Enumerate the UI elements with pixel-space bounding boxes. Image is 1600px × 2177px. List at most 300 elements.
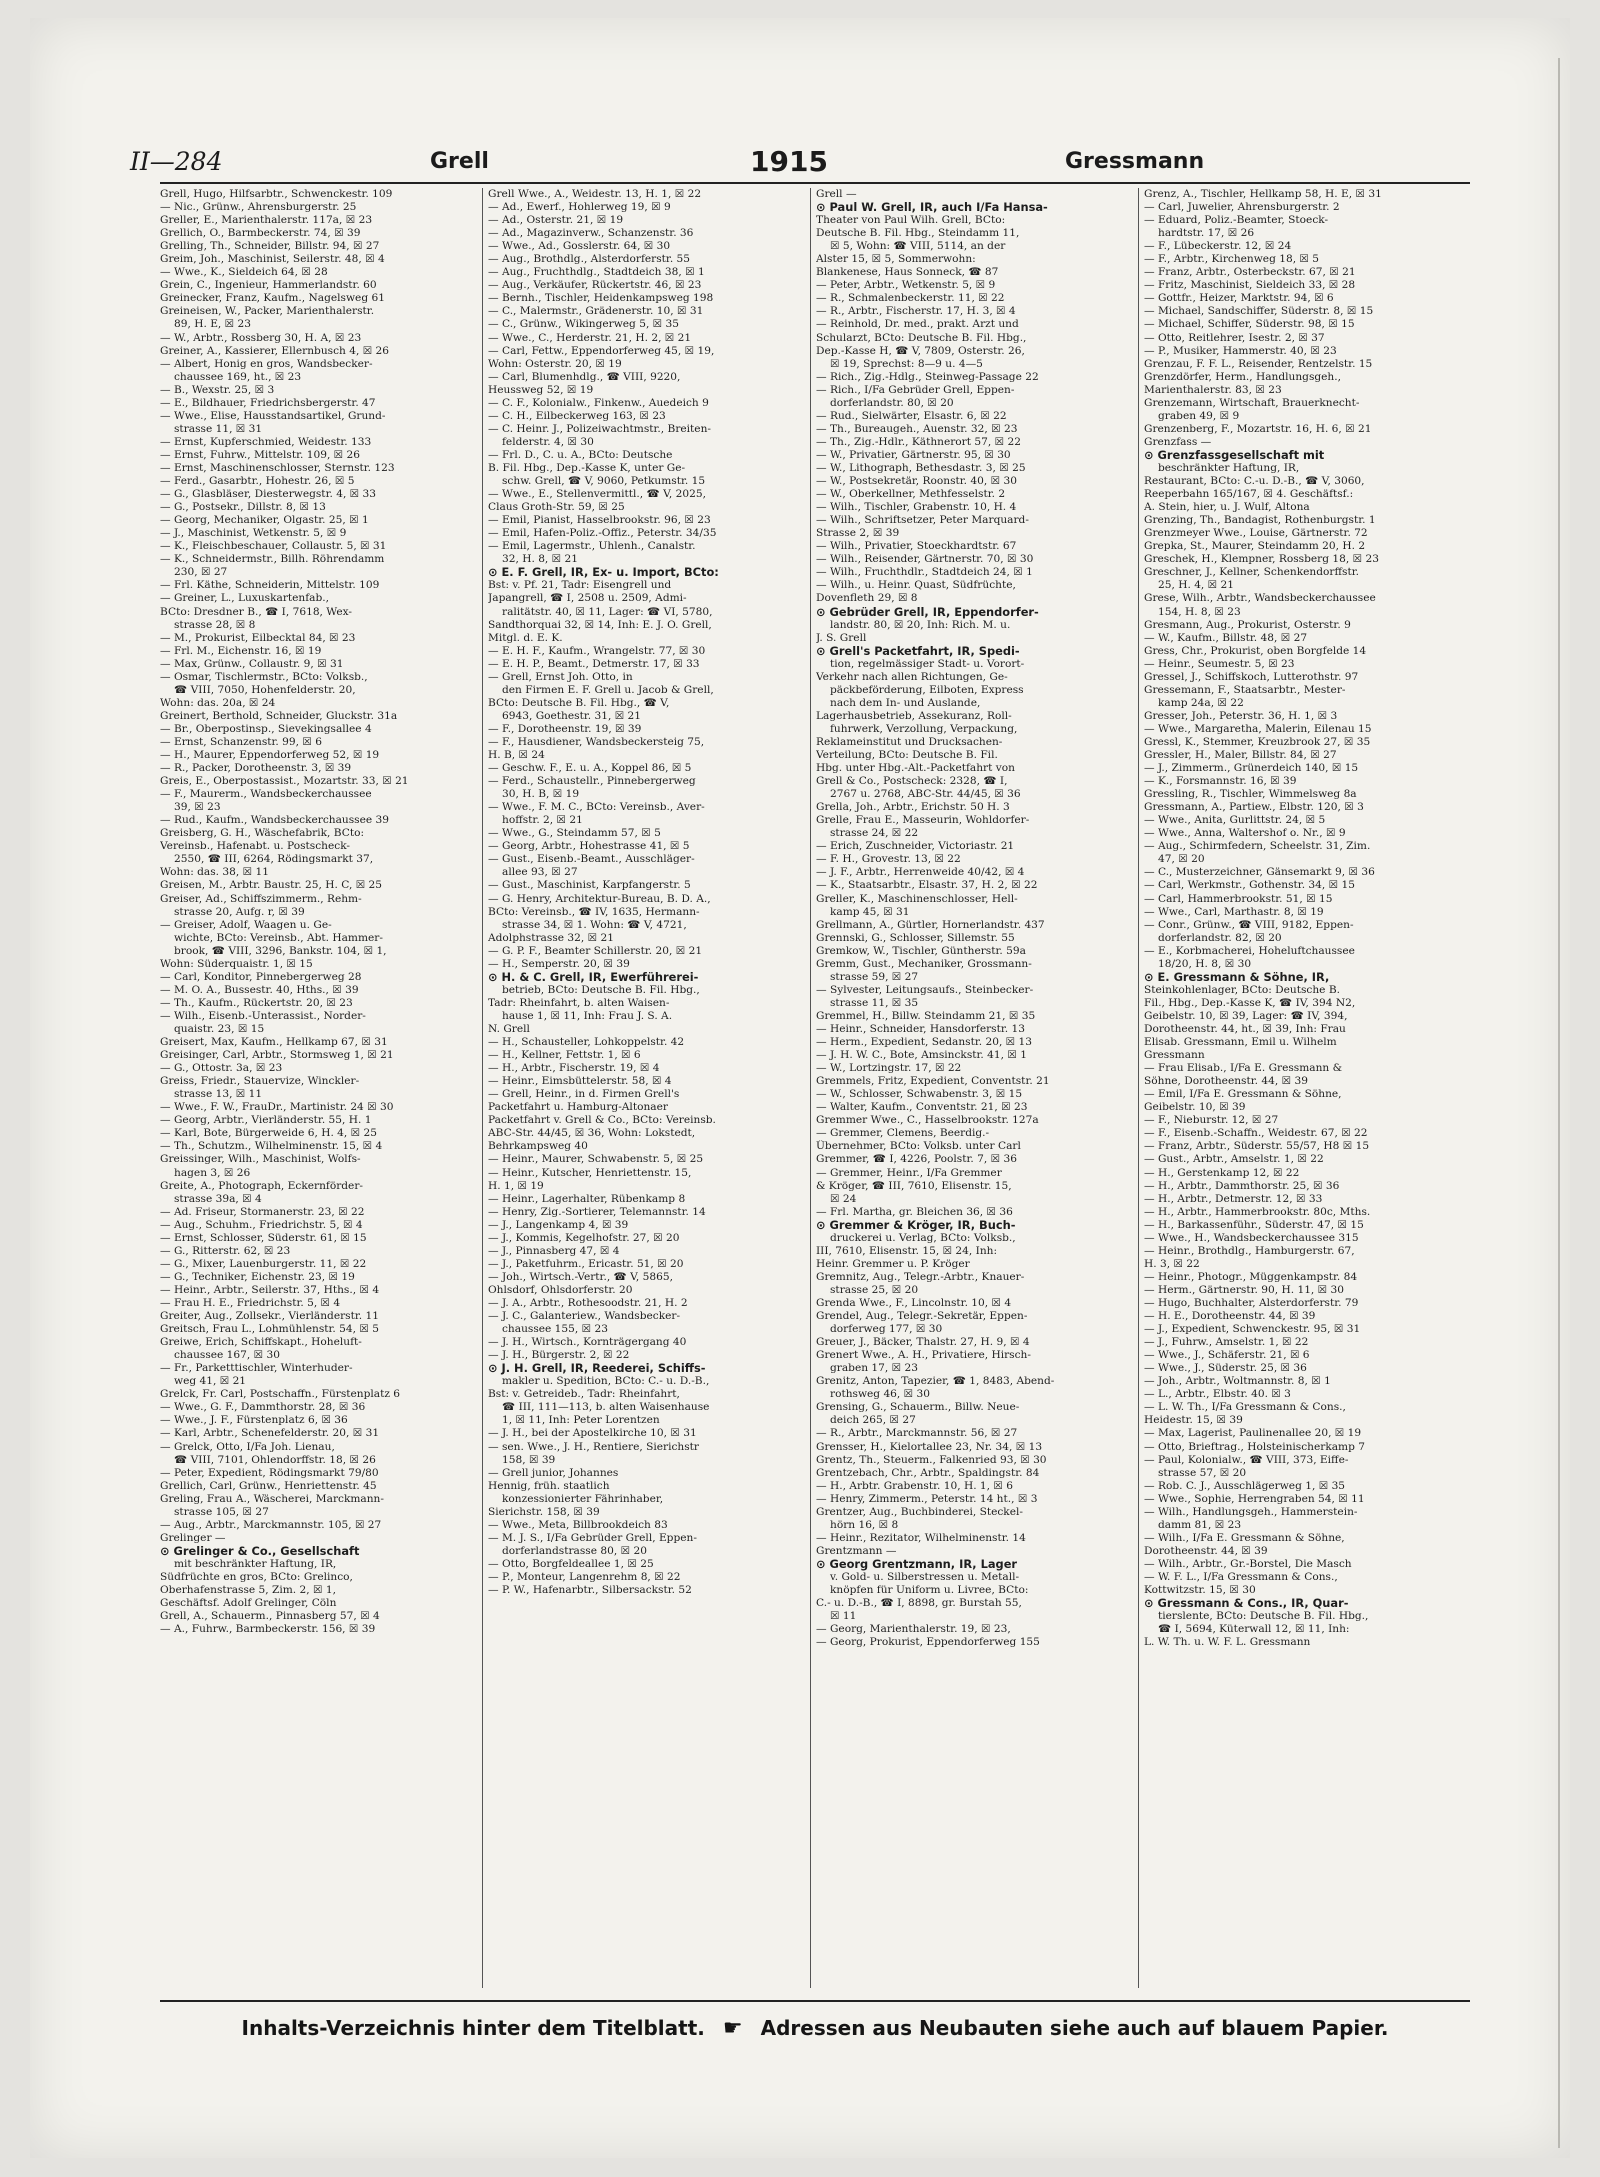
directory-entry: — Rud., Sielwärter, Elsastr. 6, ☒ 22: [816, 409, 1007, 422]
directory-entry: Grentzer, Aug., Buchbinderei, Steckel-: [816, 1505, 1023, 1518]
directory-entry: & Kröger, ☎ III, 7610, Elisenstr. 15,: [816, 1179, 1012, 1192]
directory-entry: — Rich., Zig.-Hdlg., Steinweg-Passage 22: [816, 370, 1039, 383]
directory-entry: — Greiner, L., Luxuskartenfab.,: [160, 592, 330, 605]
directory-entry: — Wilh., Fruchthdlr., Stadtdeich 24, ☒ 1: [816, 566, 1033, 579]
directory-entry: 32, H. 8, ☒ 21: [502, 553, 579, 566]
directory-entry: — Wwe., Anita, Gurlittstr. 24, ☒ 5: [1144, 814, 1326, 827]
directory-entry: — Aug., Fruchthdlg., Stadtdeich 38, ☒ 1: [488, 266, 705, 279]
directory-entry: — Peter, Expedient, Rödingsmarkt 79/80: [160, 1466, 379, 1479]
directory-entry: — Max, Grünw., Collaustr. 9, ☒ 31: [160, 657, 344, 670]
directory-entry: — J. H. W. C., Bote, Amsinckstr. 41, ☒ 1: [816, 1049, 1027, 1062]
directory-entry: Gremm, Gust., Mechaniker, Grossmann-: [816, 957, 1032, 970]
directory-entry: Grese, Wilh., Arbtr., Wandsbeckerchaussee: [1144, 592, 1376, 605]
directory-entry: strasse 57, ☒ 20: [1158, 1466, 1247, 1479]
directory-entry: — E. H. F., Kaufm., Wrangelstr. 77, ☒ 30: [488, 644, 706, 657]
directory-entry: Greinert, Berthold, Schneider, Gluckstr. 31a: [160, 709, 398, 722]
directory-entry: Japangrell, ☎ I, 2508 u. 2509, Admi-: [488, 592, 687, 605]
directory-entry: — W., Schlosser, Schwabenstr. 3, ☒ 15: [816, 1088, 1023, 1101]
directory-entry: — Wwe., Anna, Waltershof o. Nr., ☒ 9: [1144, 827, 1346, 840]
directory-entry: Greschner, J., Kellner, Schenkendorffstr.: [1144, 566, 1359, 579]
directory-entry: — C. H., Eilbeckerweg 163, ☒ 23: [488, 409, 666, 422]
directory-entry: — Georg, Mechaniker, Olgastr. 25, ☒ 1: [160, 514, 369, 527]
directory-entry: — J., Fuhrw., Amselstr. 1, ☒ 22: [1144, 1336, 1309, 1349]
directory-entry: Verkehr nach allen Richtungen, Ge-: [816, 670, 1008, 683]
directory-entry: — Carl, Fettw., Eppendorferweg 45, ☒ 19,: [488, 344, 715, 357]
directory-entry: — Rich., I/Fa Gebrüder Grell, Eppen-: [816, 383, 1015, 396]
directory-entry: — Karl, Arbtr., Schenefelderstr. 20, ☒ 31: [160, 1427, 380, 1440]
directory-entry: — Fr., Parketttischler, Winterhuder-: [160, 1362, 353, 1375]
directory-entry: ☒ 5, Wohn: ☎ VIII, 5114, an der: [830, 240, 1006, 253]
directory-entry: Grell —: [816, 188, 857, 200]
directory-entry: — Heinr., Arbtr., Seilerstr. 37, Hths., ☒ 4: [160, 1283, 380, 1296]
directory-entry: — J., Kommis, Kegelhofstr. 27, ☒ 20: [488, 1231, 680, 1244]
directory-entry: ⊙ E. F. Grell, IR, Ex- u. Import, BCto:: [488, 566, 719, 580]
directory-entry: Grell Wwe., A., Weidestr. 13, H. 1, ☒ 22: [488, 188, 702, 200]
directory-entry: Greller, K., Maschinenschlosser, Hell-: [816, 892, 1018, 905]
directory-entry: — J., Pinnasberg 47, ☒ 4: [488, 1244, 620, 1257]
directory-entry: — Walter, Kaufm., Conventstr. 21, ☒ 23: [816, 1101, 1028, 1114]
directory-entry: strasse 13, ☒ 11: [174, 1088, 263, 1101]
directory-entry: Greisinger, Carl, Arbtr., Stormsweg 1, ☒ 21: [160, 1049, 394, 1062]
directory-entry: Wohn: Süderquaistr. 1, ☒ 15: [160, 957, 313, 970]
directory-entry: — H., Semperstr. 20, ☒ 39: [488, 957, 630, 970]
directory-entry: weg 41, ☒ 21: [174, 1375, 247, 1388]
directory-entry: — Joh., Wirtsch.-Vertr., ☎ V, 5865,: [488, 1270, 673, 1283]
directory-entry: — Ernst, Kupferschmied, Weidestr. 133: [160, 435, 372, 448]
directory-entry: — J. H., Bürgerstr. 2, ☒ 22: [488, 1349, 630, 1362]
directory-entry: dorferlandstr. 80, ☒ 20: [830, 396, 954, 409]
directory-entry: — C., Malermstr., Grädenerstr. 10, ☒ 31: [488, 305, 704, 318]
directory-entry: Greiser, Ad., Schiffszimmerm., Rehm-: [160, 892, 362, 905]
directory-entry: Grenzmeyer Wwe., Louise, Gärtnerstr. 72: [1144, 527, 1368, 540]
directory-entry: — G., Glasbläser, Diesterwegstr. 4, ☒ 33: [160, 488, 377, 501]
directory-entry: — Ad., Osterstr. 21, ☒ 19: [488, 214, 624, 227]
directory-entry: ⊙ Gressmann & Cons., IR, Quar-: [1144, 1597, 1349, 1611]
directory-entry: Tadr: Rheinfahrt, b. alten Waisen-: [488, 996, 670, 1009]
directory-entry: — Reinhold, Dr. med., prakt. Arzt und: [816, 318, 1019, 331]
directory-entry: makler u. Spedition, BCto: C.- u. D.-B.,: [502, 1375, 710, 1388]
directory-entry: fuhrwerk, Verzollung, Verpackung,: [830, 722, 1018, 735]
directory-entry: chaussee 155, ☒ 23: [502, 1323, 608, 1336]
directory-entry: — Grell junior, Johannes: [488, 1466, 619, 1479]
directory-entry: — Frl. M., Eichenstr. 16, ☒ 19: [160, 644, 322, 657]
directory-entry: — Gust., Eisenb.-Beamt., Ausschläger-: [488, 853, 695, 866]
directory-entry: — Heinr., Brothdlg., Hamburgerstr. 67,: [1144, 1244, 1355, 1257]
directory-entry: ☎ I, 5694, Küterwall 12, ☒ 11, Inh:: [1158, 1623, 1350, 1636]
column-1: [160, 188, 478, 1988]
directory-entry: — Carl, Konditor, Pinnebergerweg 28: [160, 970, 362, 983]
directory-entry: ⊙ Grell's Packetfahrt, IR, Spedi-: [816, 644, 1020, 658]
year-heading: 1915: [750, 144, 828, 178]
directory-entry: Grenzdörfer, Herm., Handlungsgeh.,: [1144, 370, 1341, 383]
directory-entry: — G., Ottostr. 3a, ☒ 23: [160, 1062, 283, 1075]
directory-entry: — Gremmer, Heinr., I/Fa Gremmer: [816, 1166, 1002, 1179]
directory-entry: ⊙ E. Gressmann & Söhne, IR,: [1144, 970, 1330, 984]
directory-entry: deich 265, ☒ 27: [830, 1414, 916, 1427]
directory-entry: — Wilh., Schriftsetzer, Peter Marquard-: [816, 514, 1029, 527]
directory-entry: — sen. Wwe., J. H., Rentiere, Sierichstr: [488, 1440, 699, 1453]
directory-entry: strasse 25, ☒ 20: [830, 1283, 919, 1296]
directory-entry: — H., Gerstenkamp 12, ☒ 22: [1144, 1166, 1300, 1179]
directory-entry: Greiwe, Erich, Schiffskapt., Hoheluft-: [160, 1336, 362, 1349]
directory-entry: — G., Ritterstr. 62, ☒ 23: [160, 1244, 291, 1257]
directory-entry: BCto: Deutsche B. Fil. Hbg., ☎ V,: [488, 696, 670, 709]
directory-entry: — Grell, Ernst Joh. Otto, in: [488, 670, 633, 683]
directory-entry: — Heinr., Schneider, Hansdorferstr. 13: [816, 1023, 1025, 1035]
directory-entry: Grelinger —: [160, 1531, 226, 1544]
directory-entry: — Georg, Arbtr., Vierländerstr. 55, H. 1: [160, 1114, 372, 1127]
directory-entry: — Wwe., Meta, Billbrookdeich 83: [488, 1518, 668, 1531]
directory-entry: — Grelck, Otto, I/Fa Joh. Lienau,: [160, 1440, 335, 1453]
directory-entry: — F., Eisenb.-Schaffn., Weidestr. 67, ☒ 22: [1144, 1127, 1368, 1140]
directory-entry: — Frau H. E., Friedrichstr. 5, ☒ 4: [160, 1296, 341, 1309]
directory-entry: 154, H. 8, ☒ 23: [1158, 605, 1241, 618]
directory-entry: Grellich, O., Barmbeckerstr. 74, ☒ 39: [160, 227, 361, 240]
directory-entry: — Wilh., Handlungsgeh., Hammerstein-: [1144, 1505, 1358, 1518]
directory-entry: Gressel, J., Schiffskoch, Lutterothstr. 97: [1144, 670, 1359, 683]
directory-entry: — Emil, Hafen-Poliz.-Offiz., Peterstr. 34/35: [488, 527, 717, 540]
directory-entry: Adolphstrasse 32, ☒ 21: [488, 931, 614, 944]
directory-entry: allee 93, ☒ 27: [502, 866, 578, 879]
directory-entry: — Heinr., Seumestr. 5, ☒ 23: [1144, 657, 1295, 670]
directory-entry: dorferlandstrasse 80, ☒ 20: [502, 1544, 647, 1557]
directory-entry: — H., Arbtr., Fischerstr. 19, ☒ 4: [488, 1062, 660, 1075]
directory-entry: — J., Maschinist, Wetkenstr. 5, ☒ 9: [160, 527, 347, 540]
directory-entry: H. 1, ☒ 19: [488, 1179, 544, 1192]
directory-entry: — Albert, Honig en gros, Wandsbecker-: [160, 357, 373, 370]
directory-entry: Grellmann, A., Gürtler, Hornerlandstr. 437: [816, 918, 1045, 931]
directory-entry: — W. F. L., I/Fa Gressmann & Cons.,: [1144, 1570, 1338, 1583]
directory-entry: tierslente, BCto: Deutsche B. Fil. Hbg.,: [1158, 1610, 1369, 1623]
directory-entry: Blankenese, Haus Sonneck, ☎ 87: [816, 266, 999, 279]
directory-entry: — G., Postsekr., Dillstr. 8, ☒ 13: [160, 501, 326, 514]
directory-entry: Alster 15, ☒ 5, Sommerwohn:: [816, 253, 976, 266]
directory-entry: — Wwe., G., Steindamm 57, ☒ 5: [488, 827, 661, 840]
directory-entry: — E., Korbmacherei, Hoheluftchaussee: [1144, 944, 1355, 957]
directory-entry: — E. H. P., Beamt., Detmerstr. 17, ☒ 33: [488, 657, 700, 670]
directory-entry: Reeperbahn 165/167, ☒ 4. Geschäftsf.:: [1144, 488, 1354, 501]
directory-entry: — Fritz, Maschinist, Sieldeich 33, ☒ 28: [1144, 279, 1356, 292]
directory-entry: Greisen, M., Arbtr. Baustr. 25, H. C, ☒ 25: [160, 879, 383, 892]
directory-entry: Deutsche B. Fil. Hbg., Steindamm 11,: [816, 227, 1020, 240]
directory-entry: nach dem In- und Auslande,: [830, 696, 981, 709]
directory-entry: Fil., Hbg., Dep.-Kasse K, ☎ IV, 394 N2,: [1144, 996, 1356, 1009]
directory-entry: ☎ III, 111—113, b. alten Waisenhause: [502, 1401, 710, 1414]
directory-entry: — M. J. S., I/Fa Gebrüder Grell, Eppen-: [488, 1531, 697, 1544]
directory-entry: — Peter, Arbtr., Wetkenstr. 5, ☒ 9: [816, 279, 996, 292]
pointing-hand-icon: ☛: [722, 2015, 743, 2041]
directory-entry: 25, H. 4, ☒ 21: [1158, 579, 1235, 592]
directory-entry: — P., Musiker, Hammerstr. 40, ☒ 23: [1144, 344, 1337, 357]
directory-entry: Greitsch, Frau L., Lohmühlenstr. 54, ☒ 5: [160, 1323, 379, 1336]
directory-entry: Grentz, Th., Steuerm., Falkenried 93, ☒ 30: [816, 1453, 1047, 1466]
directory-entry: Gressl, K., Stemmer, Kreuzbrook 27, ☒ 35: [1144, 735, 1371, 748]
directory-entry: Marienthalerstr. 83, ☒ 23: [1144, 383, 1282, 396]
directory-entry: 158, ☒ 39: [502, 1453, 556, 1466]
directory-entry: Steinkohlenlager, BCto: Deutsche B.: [1144, 983, 1340, 996]
directory-entry: strasse 39a, ☒ 4: [174, 1192, 262, 1205]
directory-columns: [160, 188, 1470, 1998]
directory-entry: schw. Grell, ☎ V, 9060, Petkumstr. 15: [502, 475, 706, 488]
directory-entry: — C. Heinr. J., Polizeiwachtmstr., Breiten-: [488, 422, 711, 435]
directory-entry: B. Fil. Hbg., Dep.-Kasse K, unter Ge-: [488, 461, 686, 474]
directory-entry: Greisberg, G. H., Wäschefabrik, BCto:: [160, 827, 365, 840]
directory-entry: Lagerhausbetrieb, Assekuranz, Roll-: [816, 709, 1012, 722]
directory-entry: — F., Nieburstr. 12, ☒ 27: [1144, 1114, 1279, 1127]
directory-entry: Gresser, Joh., Peterstr. 36, H. 1, ☒ 3: [1144, 709, 1338, 722]
directory-entry: Grenzfass —: [1144, 435, 1212, 448]
directory-entry: — Wwe., K., Sieldeich 64, ☒ 28: [160, 266, 328, 279]
directory-entry: Grenda Wwe., F., Lincolnstr. 10, ☒ 4: [816, 1296, 1012, 1309]
directory-entry: — Wilh., Privatier, Stoeckhardtstr. 67: [816, 540, 1017, 553]
column-2: [488, 188, 806, 1988]
directory-entry: 1, ☒ 11, Inh: Peter Lorentzen: [502, 1414, 660, 1427]
directory-entry: v. Gold- u. Silberstressen u. Metall-: [830, 1570, 1020, 1583]
directory-entry: Greinecker, Franz, Kaufm., Nagelsweg 61: [160, 292, 385, 305]
directory-entry: Schularzt, BCto: Deutsche B. Fil. Hbg.,: [816, 331, 1027, 344]
directory-entry: — Wwe., F. M. C., BCto: Vereinsb., Aver-: [488, 801, 705, 814]
directory-entry: Gresmann, Aug., Prokurist, Osterstr. 9: [1144, 618, 1351, 631]
directory-entry: Grell, Hugo, Hilfsarbtr., Schwenckestr. 109: [160, 188, 393, 200]
directory-entry: — Gremmer, Clemens, Beerdig.-: [816, 1127, 990, 1140]
directory-entry: damm 81, ☒ 23: [1158, 1518, 1242, 1531]
directory-entry: Dorotheenstr. 44, ☒ 39: [1144, 1544, 1268, 1557]
directory-entry: dorferweg 177, ☒ 30: [830, 1323, 943, 1336]
directory-entry: Grein, C., Ingenieur, Hammerlandstr. 60: [160, 279, 377, 292]
directory-entry: Gremkow, W., Tischler, Güntherstr. 59a: [816, 944, 1026, 957]
directory-entry: Grennski, G., Schlosser, Sillemstr. 55: [816, 931, 1015, 944]
directory-entry: strasse 59, ☒ 27: [830, 970, 919, 983]
directory-entry: — Wwe., E., Stellenvermittl., ☎ V, 2025,: [488, 488, 706, 501]
directory-entry: — J. H., Wirtsch., Kornträgergang 40: [488, 1336, 687, 1349]
directory-entry: Heussweg 52, ☒ 19: [488, 383, 594, 396]
directory-entry: Heinr. Gremmer u. P. Kröger: [816, 1257, 970, 1270]
directory-entry: Bst: v. Getreideb., Tadr: Rheinfahrt,: [488, 1388, 680, 1401]
directory-entry: — Wwe., J., Schäferstr. 21, ☒ 6: [1144, 1349, 1310, 1362]
directory-entry: — J., Expedient, Schwenckestr. 95, ☒ 31: [1144, 1323, 1361, 1336]
directory-entry: Wohn: Osterstr. 20, ☒ 19: [488, 357, 622, 370]
directory-entry: — Bernh., Tischler, Heidenkampsweg 198: [488, 292, 714, 305]
directory-entry: graben 49, ☒ 9: [1158, 409, 1240, 422]
directory-entry: H. 3, ☒ 22: [1144, 1257, 1200, 1270]
directory-entry: — J. H., bei der Apostelkirche 10, ☒ 31: [488, 1427, 697, 1440]
directory-entry: — Carl, Werkmstr., Gothenstr. 34, ☒ 15: [1144, 879, 1355, 892]
directory-entry: — C., Grünw., Wikingerweg 5, ☒ 35: [488, 318, 680, 331]
directory-entry: knöpfen für Uniform u. Livree, BCto:: [830, 1584, 1029, 1597]
directory-entry: — Carl, Juwelier, Ahrensburgerstr. 2: [1144, 201, 1340, 214]
directory-entry: — Otto, Brieftrag., Holsteinischerkamp 7: [1144, 1440, 1365, 1453]
directory-entry: — Heinr., Rezitator, Wilhelminenstr. 14: [816, 1531, 1026, 1544]
directory-entry: hardtstr. 17, ☒ 26: [1158, 227, 1255, 240]
directory-entry: — H. E., Dorotheenstr. 44, ☒ 39: [1144, 1310, 1316, 1323]
directory-entry: — Greiser, Adolf, Waagen u. Ge-: [160, 918, 332, 931]
directory-entry: — H., Kellner, Fettstr. 1, ☒ 6: [488, 1049, 641, 1062]
directory-entry: Übernehmer, BCto: Volksb. unter Carl: [816, 1140, 1021, 1153]
directory-entry: 47, ☒ 20: [1158, 853, 1205, 866]
directory-entry: Greisert, Max, Kaufm., Hellkamp 67, ☒ 31: [160, 1036, 388, 1049]
directory-entry: Vereinsb., Hafenabt. u. Postscheck-: [160, 840, 351, 853]
column-divider: [810, 188, 811, 1988]
directory-entry: Elisab. Gressmann, Emil u. Wilhelm: [1144, 1036, 1337, 1049]
directory-entry: 89, H. E, ☒ 23: [174, 318, 252, 331]
directory-entry: hause 1, ☒ 11, Inh: Frau J. S. A.: [502, 1009, 673, 1022]
directory-entry: beschränkter Haftung, IR,: [1158, 461, 1300, 474]
directory-entry: mit beschränkter Haftung, IR,: [174, 1557, 337, 1570]
directory-entry: ⊙ Gremmer & Kröger, IR, Buch-: [816, 1218, 1016, 1232]
directory-entry: — Th., Schutzm., Wilhelminenstr. 15, ☒ 4: [160, 1140, 383, 1153]
directory-entry: — Emil, Lagermstr., Uhlenh., Canalstr.: [488, 540, 696, 553]
directory-entry: H. B, ☒ 24: [488, 749, 545, 762]
directory-entry: — G. P. F., Beamter Schillerstr. 20, ☒ 21: [488, 944, 703, 957]
directory-entry: Oberhafenstrasse 5, Zim. 2, ☒ 1,: [160, 1584, 336, 1597]
directory-entry: Grenzing, Th., Bandagist, Rothenburgstr. 1: [1144, 514, 1376, 527]
directory-entry: — W., Postsekretär, Roonstr. 40, ☒ 30: [816, 475, 1017, 488]
directory-entry: den Firmen E. F. Grell u. Jacob & Grell,: [502, 683, 714, 696]
column-divider: [1138, 188, 1139, 1988]
directory-entry: Südfrüchte en gros, BCto: Grelinco,: [160, 1570, 353, 1583]
directory-entry: — E., Bildhauer, Friedrichsbergerstr. 47: [160, 396, 376, 409]
directory-entry: — M., Prokurist, Eilbecktal 84, ☒ 23: [160, 631, 356, 644]
directory-entry: Restaurant, BCto: C.-u. D.-B., ☎ V, 3060,: [1144, 475, 1365, 488]
directory-entry: — Nic., Grünw., Ahrensburgerstr. 25: [160, 201, 357, 214]
directory-entry: Greineisen, W., Packer, Marienthalerstr.: [160, 305, 375, 318]
directory-entry: — Carl, Hammerbrookstr. 51, ☒ 15: [1144, 892, 1333, 905]
directory-entry: — Gottfr., Heizer, Marktstr. 94, ☒ 6: [1144, 292, 1334, 305]
directory-entry: — Gust., Arbtr., Amselstr. 1, ☒ 22: [1144, 1153, 1324, 1166]
directory-entry: betrieb, BCto: Deutsche B. Fil. Hbg.,: [502, 983, 700, 996]
directory-entry: — Paul, Kolonialw., ☎ VIII, 373, Eiffe-: [1144, 1453, 1349, 1466]
directory-entry: ⊙ Paul W. Grell, IR, auch I/Fa Hansa-: [816, 201, 1048, 215]
directory-entry: — Heinr., Kutscher, Henriettenstr. 15,: [488, 1166, 692, 1179]
directory-entry: Geschäftsf. Adolf Grelinger, Cöln: [160, 1597, 337, 1610]
directory-entry: A. Stein, hier, u. J. Wulf, Altona: [1144, 501, 1310, 514]
directory-entry: graben 17, ☒ 23: [830, 1362, 918, 1375]
directory-entry: — Rob. C. J., Ausschlägerweg 1, ☒ 35: [1144, 1479, 1346, 1492]
directory-entry: Theater von Paul Wilh. Grell, BCto:: [816, 214, 1006, 227]
directory-entry: — R., Arbtr., Fischerstr. 17, H. 3, ☒ 4: [816, 305, 1016, 318]
directory-entry: — Heinr., Lagerhalter, Rübenkamp 8: [488, 1192, 686, 1205]
directory-entry: Hbg. unter Hbg.-Alt.-Packetfahrt von: [816, 762, 1015, 775]
directory-entry: — Eduard, Poliz.-Beamter, Stoeck-: [1144, 214, 1329, 227]
directory-entry: strasse 34, ☒ 1. Wohn: ☎ V, 4721,: [502, 918, 687, 931]
directory-entry: — Rud., Kaufm., Wandsbeckerchaussee 39: [160, 814, 389, 827]
directory-entry: — Joh., Arbtr., Woltmannstr. 8, ☒ 1: [1144, 1375, 1331, 1388]
directory-entry: Grenzenberg, F., Mozartstr. 16, H. 6, ☒ 21: [1144, 422, 1372, 435]
directory-entry: — Aug., Arbtr., Marckmannstr. 105, ☒ 27: [160, 1518, 382, 1531]
directory-entry: — Carl, Blumenhdlg., ☎ VIII, 9220,: [488, 370, 681, 383]
directory-entry: Greissinger, Wilh., Maschinist, Wolfs-: [160, 1153, 361, 1166]
directory-entry: — W., Lithograph, Bethesdastr. 3, ☒ 25: [816, 461, 1026, 474]
directory-entry: Wohn: das. 38, ☒ 11: [160, 866, 269, 879]
directory-entry: — Wilh., Eisenb.-Unterassist., Norder-: [160, 1009, 366, 1022]
directory-entry: — Th., Kaufm., Rückertstr. 20, ☒ 23: [160, 996, 353, 1009]
directory-entry: Grell, A., Schauerm., Pinnasberg 57, ☒ 4: [160, 1610, 380, 1623]
directory-entry: Greiss, Friedr., Stauervize, Winckler-: [160, 1075, 360, 1088]
directory-entry: — Wwe., J., Süderstr. 25, ☒ 36: [1144, 1362, 1307, 1375]
directory-entry: — R., Schmalenbeckerstr. 11, ☒ 22: [816, 292, 1005, 305]
directory-entry: — Heinr., Maurer, Schwabenstr. 5, ☒ 25: [488, 1153, 704, 1166]
directory-entry: Heidestr. 15, ☒ 39: [1144, 1414, 1243, 1427]
directory-entry: — Wwe., J. F., Fürstenplatz 6, ☒ 36: [160, 1414, 348, 1427]
footer-new-addresses-note: Adressen aus Neubauten siehe auch auf blauem Papier.: [760, 2016, 1389, 2040]
directory-entry: Claus Groth-Str. 59, ☒ 25: [488, 501, 625, 514]
directory-entry: C.- u. D.-B., ☎ I, 8898, gr. Burstah 55,: [816, 1597, 1022, 1610]
directory-entry: — K., Staatsarbtr., Elsastr. 37, H. 2, ☒ 22: [816, 879, 1038, 892]
directory-entry: landstr. 80, ☒ 20, Inh: Rich. M. u.: [830, 618, 1011, 631]
directory-entry: felderstr. 4, ☒ 30: [502, 435, 594, 448]
directory-entry: — Wwe., F. W., FrauDr., Martinistr. 24 ☒ 30: [160, 1101, 394, 1114]
directory-entry: Packetfahrt u. Hamburg-Altonaer: [488, 1101, 668, 1114]
directory-entry: L. W. Th. u. W. F. L. Gressmann: [1144, 1636, 1311, 1649]
directory-entry: — Georg, Arbtr., Hohestrasse 41, ☒ 5: [488, 840, 690, 853]
directory-entry: — W., Lortzingstr. 17, ☒ 22: [816, 1062, 962, 1075]
right-running-head: Gressmann: [1065, 148, 1205, 174]
directory-entry: Grenzau, F. F. L., Reisender, Rentzelstr. 15: [1144, 357, 1373, 370]
directory-entry: — Frl. D., C. u. A., BCto: Deutsche: [488, 448, 673, 461]
directory-entry: strasse 24, ☒ 22: [830, 827, 919, 840]
directory-entry: — Karl, Bote, Bürgerweide 6, H. 4, ☒ 25: [160, 1127, 378, 1140]
directory-entry: — C., Musterzeichner, Gänsemarkt 9, ☒ 36: [1144, 866, 1375, 879]
directory-entry: Grenz, A., Tischler, Hellkamp 58, H. E, ☒ 31: [1144, 188, 1382, 200]
directory-entry: strasse 11, ☒ 35: [830, 996, 919, 1009]
left-running-head: Grell: [430, 148, 489, 174]
directory-entry: tion, regelmässiger Stadt- u. Vorort-: [830, 657, 1025, 670]
directory-entry: — F., Dorotheenstr. 19, ☒ 39: [488, 722, 642, 735]
directory-entry: — R., Arbtr., Marckmannstr. 56, ☒ 27: [816, 1427, 1018, 1440]
directory-entry: — Michael, Schiffer, Süderstr. 98, ☒ 15: [1144, 318, 1355, 331]
directory-entry: Bst: v. Pf. 21, Tadr: Eisengrell und: [488, 579, 672, 592]
directory-entry: — K., Fleischbeschauer, Collaustr. 5, ☒ 31: [160, 540, 387, 553]
directory-entry: — P., Monteur, Langenrehm 8, ☒ 22: [488, 1570, 681, 1583]
directory-entry: — Wwe., G. F., Dammthorstr. 28, ☒ 36: [160, 1401, 366, 1414]
directory-entry: ☒ 24: [830, 1192, 857, 1205]
directory-entry: — Otto, Borgfeldeallee 1, ☒ 25: [488, 1557, 654, 1570]
directory-entry: III, 7610, Elisenstr. 15, ☒ 24, Inh:: [816, 1244, 998, 1257]
directory-entry: — Osmar, Tischlermstr., BCto: Volksb.,: [160, 670, 368, 683]
directory-entry: — Wilh., Arbtr., Gr.-Borstel, Die Masch: [1144, 1557, 1352, 1570]
directory-entry: — J., Paketfuhrm., Ericastr. 51, ☒ 20: [488, 1257, 684, 1270]
directory-entry: — Emil, I/Fa E. Gressmann & Söhne,: [1144, 1088, 1342, 1101]
directory-entry: J. S. Grell: [816, 631, 867, 644]
directory-entry: — Th., Bureaugeh., Auenstr. 32, ☒ 23: [816, 422, 1018, 435]
directory-entry: — K., Forsmannstr. 16, ☒ 39: [1144, 775, 1297, 788]
directory-entry: Gremmels, Fritz, Expedient, Conventstr. 21: [816, 1075, 1050, 1088]
directory-entry: — W., Privatier, Gärtnerstr. 95, ☒ 30: [816, 448, 1011, 461]
directory-entry: Grensser, H., Kielortallee 23, Nr. 34, ☒ 13: [816, 1440, 1043, 1453]
directory-entry: dorferlandstr. 82, ☒ 20: [1158, 931, 1282, 944]
directory-entry: Greiner, A., Kassierer, Ellernbusch 4, ☒ 26: [160, 344, 390, 357]
directory-entry: — J., Zimmerm., Grünerdeich 140, ☒ 15: [1144, 762, 1359, 775]
directory-entry: — A., Fuhrw., Barmbeckerstr. 156, ☒ 39: [160, 1623, 376, 1636]
page-number: II—284: [130, 146, 223, 176]
directory-entry: Reklameinstitut und Drucksachen-: [816, 735, 1003, 748]
directory-entry: Grepka, St., Maurer, Steindamm 20, H. 2: [1144, 540, 1366, 553]
directory-entry: — L. W. Th., I/Fa Gressmann & Cons.,: [1144, 1401, 1346, 1414]
directory-entry: Mitgl. d. E. K.: [488, 631, 563, 644]
directory-entry: — F. H., Grovestr. 13, ☒ 22: [816, 853, 961, 866]
directory-entry: — Frau Elisab., I/Fa E. Gressmann &: [1144, 1062, 1343, 1075]
directory-entry: — Wwe., C., Herderstr. 21, H. 2, ☒ 21: [488, 331, 692, 344]
directory-entry: Grellich, Carl, Grünw., Henriettenstr. 45: [160, 1479, 377, 1492]
directory-entry: Grelle, Frau E., Masseurin, Wohldorfer-: [816, 814, 1030, 827]
directory-entry: 18/20, H. 8, ☒ 30: [1158, 957, 1252, 970]
directory-entry: — G., Techniker, Eichenstr. 23, ☒ 19: [160, 1270, 355, 1283]
header-rule: [160, 182, 1470, 184]
directory-entry: — Heinr., Eimsbüttelerstr. 58, ☒ 4: [488, 1075, 672, 1088]
directory-entry: — H., Arbtr., Dammthorstr. 25, ☒ 36: [1144, 1179, 1340, 1192]
directory-entry: — Wwe., Elise, Hausstandsartikel, Grund-: [160, 409, 386, 422]
directory-entry: — Henry, Zig.-Sortierer, Telemannstr. 14: [488, 1205, 706, 1218]
